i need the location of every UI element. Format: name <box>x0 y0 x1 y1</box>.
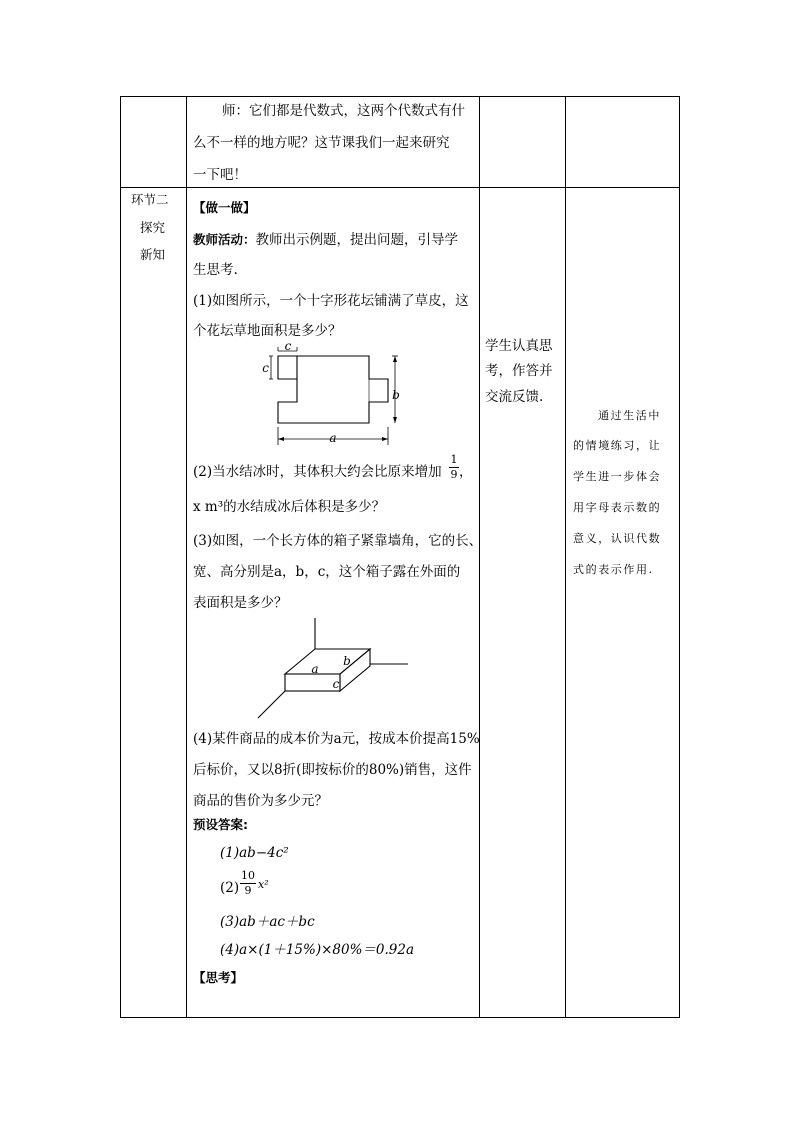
answer-2-den: 9 <box>244 884 252 897</box>
answer-2-fraction <box>240 870 256 897</box>
intent-line-4: 用字母表示数的 <box>573 501 662 514</box>
section-label-2: 探究 <box>140 220 166 235</box>
section-label-3: 新知 <box>140 247 166 262</box>
student-line-3: 交流反馈. <box>485 389 544 405</box>
fig1-label-c-left: c <box>262 361 269 375</box>
answer-3: (3)ab＋ac＋bc <box>220 914 315 930</box>
answer-4: (4)a×(1＋15%)×80%＝0.92a <box>220 942 415 958</box>
intent-line-2: 的情境练习，让 <box>573 439 662 452</box>
q2-frac-after: ， <box>459 464 473 480</box>
q4-line-1: (4)某件商品的成本价为a元，按成本价提高15% <box>193 731 480 747</box>
q2-fraction-num: 1 <box>450 453 458 466</box>
answers-label: 预设答案: <box>193 817 248 832</box>
answer-1: (1)ab−4c² <box>220 845 289 861</box>
corner-box-figure <box>250 614 415 722</box>
section-label-1: 环节二 <box>131 192 169 207</box>
teacher-activity-line <box>193 232 458 248</box>
q1-line-1: (1)如图所示，一个十字形花坛铺满了草皮，这 <box>193 293 469 309</box>
table-border-bottom <box>120 1017 680 1018</box>
fig2-label-b: b <box>343 654 351 668</box>
q3-line-3: 表面积是多少？ <box>193 595 288 611</box>
fig2-label-a: a <box>311 662 319 676</box>
q2-line-1 <box>193 464 442 480</box>
fig1-label-c-top: c <box>284 343 292 353</box>
fig1-label-a: a <box>329 431 337 445</box>
teacher-text: 教师出示例题，提出问题，引导学 <box>255 232 459 248</box>
q2-line-2: x m³的水结成冰后体积是多少？ <box>193 499 386 515</box>
student-line-1: 学生认真思 <box>485 338 553 354</box>
q2-fraction <box>449 454 459 481</box>
fig1-label-b: b <box>392 388 400 402</box>
row1-line-2: 么不一样的地方呢？这节课我们一起来研究 <box>193 135 450 151</box>
table-divider-2 <box>479 96 480 1018</box>
teacher-label: 教师活动： <box>193 232 256 247</box>
q3-line-1: (3)如图，一个长方体的箱子紧靠墙角，它的长、 <box>193 533 483 549</box>
intent-line-5: 意义，认识代数 <box>573 532 662 545</box>
think-heading: 【思考】 <box>193 970 244 985</box>
intent-line-3: 学生进一步体会 <box>573 470 662 483</box>
q2-fraction-den: 9 <box>450 468 458 481</box>
answer-2-num: 10 <box>241 869 255 882</box>
table-divider-3 <box>565 96 566 1018</box>
table-divider-1 <box>186 96 187 1018</box>
table-border-left <box>120 96 121 1018</box>
row1-line-3: 一下吧！ <box>193 167 247 183</box>
student-line-2: 考，作答并 <box>485 363 553 379</box>
teacher-text-2: 生思考. <box>193 262 238 278</box>
q3-line-2: 宽、高分别是a，b，c，这个箱子露在外面的 <box>193 564 461 580</box>
answer-2-var: x² <box>258 878 269 891</box>
zuo-heading: 【做一做】 <box>193 200 256 215</box>
intent-line-1: 通过生活中 <box>598 409 661 422</box>
q4-line-3: 商品的售价为多少元？ <box>193 793 328 809</box>
table-border-right <box>679 96 680 1018</box>
q2-text: (2)当水结冰时，其体积大约会比原来增加 <box>193 464 442 480</box>
intent-line-6: 式的表示作用. <box>573 563 654 576</box>
row1-line-1: 师：它们都是代数式，这两个代数式有什 <box>222 103 465 119</box>
answer-2-prefix: (2) <box>220 880 240 896</box>
q1-line-2: 个花坛草地面积是多少？ <box>193 323 342 339</box>
fig2-label-c: c <box>332 677 340 691</box>
row-divider <box>120 187 680 188</box>
cross-garden-figure <box>260 343 410 448</box>
q4-line-2: 后标价，又以8折(即按标价的80%)销售，这件 <box>193 762 472 778</box>
table-border-top <box>120 96 680 97</box>
